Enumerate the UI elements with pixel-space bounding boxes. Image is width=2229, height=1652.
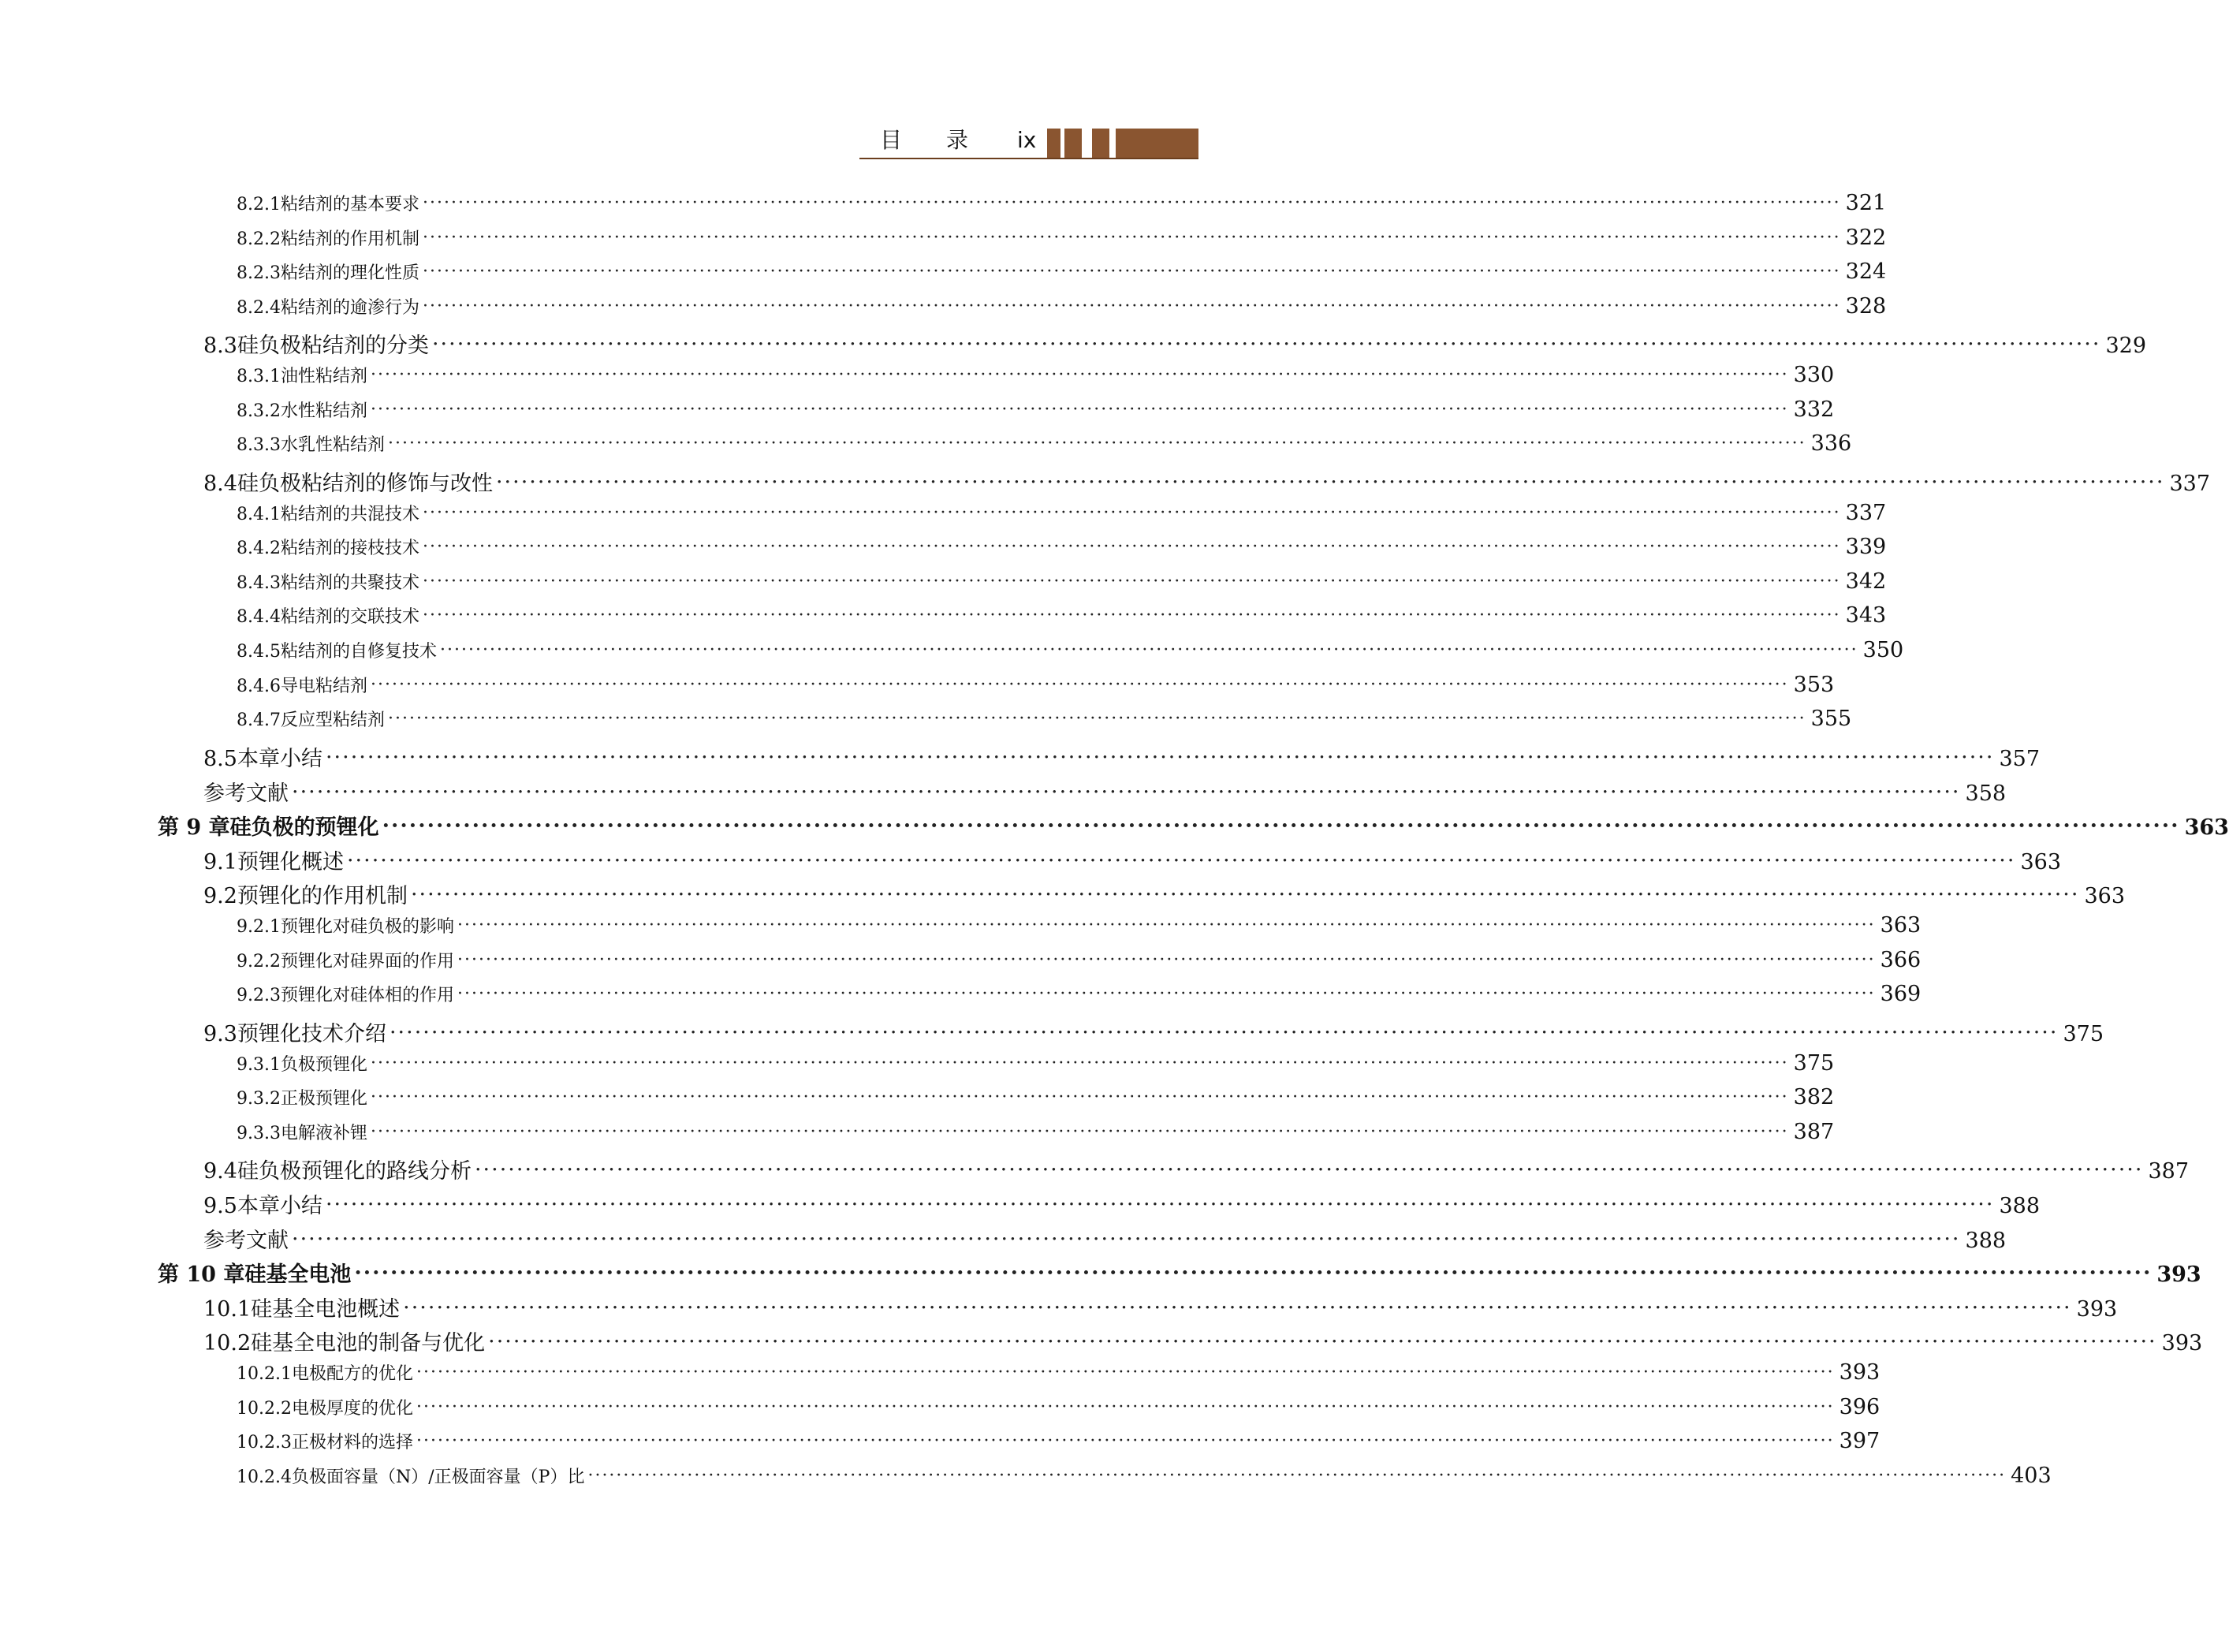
toc-entry[interactable] <box>203 1326 2203 1356</box>
toc-entry-title: 硅负极的预锂化 <box>229 815 379 841</box>
toc-dot-leader: ········································································································································································································ <box>325 744 1995 770</box>
toc-entry-number: 第 9 章 <box>158 815 230 841</box>
toc-entry-number: 8.4.1 <box>237 504 281 524</box>
toc-entry-title: 粘结剂的理化性质 <box>280 263 419 284</box>
toc-page-number: 382 <box>1793 1085 1835 1110</box>
toc-entry-number: 8.4.3 <box>237 572 281 593</box>
toc-entry-number: 9.3.2 <box>237 1089 281 1109</box>
toc-entry[interactable] <box>158 1257 2201 1288</box>
toc-dot-leader: ········································································································································································································ <box>423 502 1841 523</box>
toc-entry[interactable] <box>237 569 1887 594</box>
header-tab-block-3 <box>1092 129 1109 158</box>
toc-page-number: 396 <box>1839 1394 1880 1419</box>
toc-page-number: 337 <box>1845 500 1887 525</box>
toc-dot-leader: ········································································································································································································ <box>423 537 1841 558</box>
toc-entry[interactable] <box>237 1050 1835 1076</box>
toc-page-number: 388 <box>1965 1228 2007 1253</box>
toc-entry-title: 水性粘结剂 <box>280 401 367 421</box>
toc-entry[interactable] <box>237 603 1887 628</box>
toc-entry[interactable] <box>237 225 1887 250</box>
toc-page-number: 357 <box>1999 746 2041 771</box>
toc-entry-number: 第 10 章 <box>158 1262 245 1288</box>
toc-entry-number: 10.2.2 <box>237 1398 292 1419</box>
toc-dot-leader: ········································································································································································································ <box>423 571 1841 591</box>
toc-entry-title: 粘结剂的逾渗行为 <box>280 297 419 318</box>
toc-entry[interactable] <box>237 1085 1835 1110</box>
toc-entry-number: 8.4.5 <box>237 642 281 662</box>
toc-entry[interactable] <box>237 397 1835 422</box>
toc-entry[interactable] <box>237 1360 1880 1385</box>
toc-entry-number: 10.1 <box>203 1296 252 1322</box>
toc-dot-leader: ········································································································································································································ <box>423 606 1841 626</box>
toc-entry-number: 8.4.6 <box>237 676 281 696</box>
toc-page-number: 387 <box>2148 1159 2190 1184</box>
toc-entry-number: 9.2 <box>203 884 237 909</box>
toc-entry-number: 9.2.3 <box>237 986 281 1006</box>
toc-page-number: 332 <box>1793 397 1835 422</box>
toc-entry-title: 硅基全电池的制备与优化 <box>251 1331 486 1356</box>
toc-entry-number: 8.3.1 <box>237 367 281 387</box>
toc-entry-title: 正极预锂化 <box>280 1089 367 1109</box>
toc-entry-number: 9.4 <box>203 1159 237 1184</box>
toc-entry-title: 硅负极预锂化的路线分析 <box>237 1159 472 1184</box>
toc-entry-title: 预锂化技术介绍 <box>237 1021 386 1046</box>
toc-page-number: 363 <box>2184 815 2229 841</box>
toc-entry-title: 粘结剂的自修复技术 <box>280 642 437 662</box>
toc-dot-leader: ········································································································································································································ <box>423 193 1841 213</box>
toc-entry[interactable] <box>203 466 2211 497</box>
header-tab-block-2 <box>1064 129 1082 158</box>
toc-entry-title: 硅负极粘结剂的分类 <box>237 334 429 359</box>
toc-page-number: 363 <box>1880 913 1921 938</box>
toc-entry[interactable] <box>237 191 1887 215</box>
toc-entry-title: 参考文献 <box>203 1228 289 1253</box>
toc-page-number: 387 <box>1793 1119 1835 1144</box>
toc-dot-leader: ········································································································································································································ <box>371 1053 1789 1073</box>
toc-entry-title: 硅基全电池概述 <box>251 1296 401 1322</box>
toc-dot-leader: ········································································································································································································ <box>457 949 1876 970</box>
toc-entry-title: 预锂化概述 <box>237 849 344 874</box>
toc-entry[interactable] <box>237 982 1921 1007</box>
toc-entry-number: 10.2.3 <box>237 1433 292 1453</box>
toc-entry-number: 8.4.2 <box>237 539 281 559</box>
toc-entry-number: 8.3.2 <box>237 401 281 421</box>
toc-dot-leader: ········································································································································································································ <box>416 1397 1835 1417</box>
toc-entry-title: 导电粘结剂 <box>280 676 367 696</box>
toc-dot-leader: ········································································································································································································ <box>423 227 1841 248</box>
toc-page-number: 369 <box>1880 982 1921 1007</box>
toc-dot-leader: ········································································································································································································ <box>423 296 1841 316</box>
toc-entry[interactable] <box>237 672 1835 697</box>
toc-page-number: 330 <box>1793 363 1835 388</box>
toc-entry-number: 9.2.2 <box>237 951 281 971</box>
toc-page-number: 329 <box>2105 334 2147 359</box>
toc-entry-number: 8.4 <box>203 471 237 496</box>
toc-entry[interactable] <box>203 741 2041 772</box>
toc-page-number: 393 <box>1839 1360 1880 1385</box>
toc-entry-title: 本章小结 <box>237 1193 322 1218</box>
toc-dot-leader: ········································································································································································································ <box>325 1191 1995 1217</box>
toc-page-number: 393 <box>2156 1262 2201 1288</box>
toc-entry-title: 参考文献 <box>203 781 289 806</box>
toc-entry-title: 粘结剂的基本要求 <box>280 195 419 214</box>
toc-entry[interactable] <box>203 1016 2104 1047</box>
toc-dot-leader: ········································································································································································································ <box>389 1020 2059 1045</box>
toc-entry-title: 粘结剂的交联技术 <box>280 607 419 628</box>
header-tab-bar <box>1116 129 1198 158</box>
toc-dot-leader: ········································································································································································································ <box>354 1261 2153 1286</box>
toc-entry[interactable] <box>237 259 1887 285</box>
toc-entry[interactable] <box>237 638 1904 663</box>
toc-entry-title: 粘结剂的作用机制 <box>280 229 419 249</box>
toc-dot-leader: ········································································································································································································ <box>495 469 2165 494</box>
toc-entry-title: 硅负极粘结剂的修饰与改性 <box>237 471 493 496</box>
toc-entry[interactable] <box>237 707 1852 732</box>
toc-page-number: 343 <box>1845 603 1887 628</box>
toc-page-number: 358 <box>1965 781 2007 806</box>
toc-dot-leader: ········································································································································································································ <box>457 984 1876 1005</box>
toc-entry-title: 电解液补锂 <box>280 1123 367 1143</box>
toc-entry-title: 正极材料的选择 <box>291 1433 413 1453</box>
toc-entry[interactable] <box>203 1188 2041 1219</box>
toc-entry-title: 预锂化对硅负极的影响 <box>280 917 454 938</box>
header-page-number: ix <box>1017 127 1037 153</box>
toc-dot-leader: ········································································································································································································ <box>382 814 2180 839</box>
toc-entry-title: 水乳性粘结剂 <box>280 435 385 456</box>
toc-dot-leader: ········································································································································································································ <box>292 779 1961 804</box>
toc-entry-number: 9.5 <box>203 1193 237 1218</box>
toc-dot-leader: ········································································································································································································ <box>410 882 2080 908</box>
toc-dot-leader: ········································································································································································································ <box>371 674 1789 695</box>
toc-entry[interactable] <box>203 845 2062 875</box>
toc-entry-number: 8.3.3 <box>237 435 281 456</box>
toc-entry-number: 8.4.4 <box>237 607 281 628</box>
toc-entry[interactable] <box>237 947 1921 972</box>
toc-entry-number: 8.5 <box>203 746 237 771</box>
toc-entry-number: 10.2 <box>203 1331 252 1356</box>
header-tab-block-1 <box>1047 129 1060 158</box>
toc-entry-title: 反应型粘结剂 <box>280 710 385 731</box>
toc-entry[interactable] <box>237 1119 1835 1144</box>
toc-entry-title: 预锂化的作用机制 <box>237 884 408 909</box>
toc-page-number: 363 <box>2084 884 2126 909</box>
toc-entry-title: 粘结剂的接枝技术 <box>280 539 419 559</box>
toc-page-number: 393 <box>2076 1296 2118 1322</box>
toc-entry-number: 8.2.2 <box>237 229 281 249</box>
toc-page-number: 322 <box>1845 225 1887 250</box>
toc-entry[interactable] <box>203 1154 2190 1184</box>
toc-entry-number: 9.1 <box>203 849 237 874</box>
toc-page-number: 353 <box>1793 672 1835 697</box>
toc-entry-title: 硅基全电池 <box>244 1262 352 1288</box>
toc-entry-number: 8.4.7 <box>237 710 281 731</box>
toc-dot-leader: ········································································································································································································ <box>388 709 1806 729</box>
toc-entry-title: 负极预锂化 <box>280 1054 367 1075</box>
toc-entry-title: 负极面容量（N）/正极面容量（P）比 <box>291 1467 585 1487</box>
toc-dot-leader: ········································································································································································································ <box>371 399 1789 420</box>
toc-entry-number: 9.2.1 <box>237 917 281 938</box>
toc-entry-number: 8.2.3 <box>237 263 281 284</box>
toc-entry-title: 电极厚度的优化 <box>291 1398 413 1419</box>
toc-entry-title: 粘结剂的共混技术 <box>280 504 419 524</box>
toc-page-number: 393 <box>2161 1331 2203 1356</box>
toc-dot-leader: ········································································································································································································ <box>371 1087 1789 1108</box>
toc-dot-leader: ········································································································································································································ <box>403 1295 2072 1320</box>
toc-dot-leader: ········································································································································································································ <box>431 332 2101 357</box>
toc-page-number: 337 <box>2169 471 2211 496</box>
toc-page-number: 321 <box>1845 191 1887 215</box>
toc-entry-title: 本章小结 <box>237 746 322 771</box>
toc-entry[interactable] <box>237 535 1887 560</box>
toc-dot-leader: ········································································································································································································ <box>371 1121 1789 1142</box>
toc-entry[interactable] <box>203 1223 2007 1254</box>
toc-entry[interactable] <box>237 293 1887 319</box>
toc-dot-leader: ········································································································································································································ <box>416 1431 1835 1452</box>
toc-entry[interactable] <box>203 1292 2118 1322</box>
header-rule <box>859 158 1198 159</box>
toc-dot-leader: ········································································································································································································ <box>292 1226 1961 1251</box>
toc-entry-number: 10.2.4 <box>237 1467 292 1487</box>
toc-entry-title: 预锂化对硅体相的作用 <box>280 986 454 1006</box>
toc-dot-leader: ········································································································································································································ <box>416 1363 1835 1383</box>
toc-entry-title: 电极配方的优化 <box>291 1364 413 1385</box>
toc-entry[interactable] <box>237 363 1835 388</box>
toc-page-number: 328 <box>1845 293 1887 319</box>
toc-entry-number: 10.2.1 <box>237 1364 292 1385</box>
toc-entry[interactable] <box>237 1429 1880 1454</box>
toc-entry[interactable] <box>237 913 1921 938</box>
toc-entry-number: 9.3.3 <box>237 1123 281 1143</box>
toc-page-number: 342 <box>1845 569 1887 594</box>
header-label-lu: 录 <box>946 127 969 153</box>
toc-page-number: 339 <box>1845 535 1887 560</box>
toc-dot-leader: ········································································································································································································ <box>474 1158 2144 1183</box>
toc-page-number: 397 <box>1839 1429 1880 1454</box>
toc-entry-number: 8.3 <box>203 334 237 359</box>
toc-page-number: 388 <box>1999 1193 2041 1218</box>
toc-entry-number: 8.2.4 <box>237 297 281 318</box>
toc-entry-number: 9.3 <box>203 1021 237 1046</box>
toc-page-number: 375 <box>2063 1021 2104 1046</box>
toc-page-number: 324 <box>1845 259 1887 285</box>
toc-page-number: 355 <box>1810 707 1852 732</box>
toc-page-number: 350 <box>1862 638 1904 663</box>
toc-dot-leader: ········································································································································································································ <box>346 848 2016 873</box>
toc-page-number: 363 <box>2020 849 2062 874</box>
toc-page-number: 375 <box>1793 1050 1835 1076</box>
toc-entry[interactable] <box>158 810 2229 841</box>
toc-entry[interactable] <box>203 328 2147 359</box>
toc-dot-leader: ········································································································································································································ <box>440 640 1858 661</box>
toc-dot-leader: ········································································································································································································ <box>457 915 1876 936</box>
toc-entry[interactable] <box>237 500 1887 525</box>
toc-page-number: 403 <box>2011 1463 2052 1488</box>
toc-entry[interactable] <box>237 1463 2052 1488</box>
toc-page-number: 336 <box>1810 431 1852 457</box>
toc-entry[interactable] <box>203 878 2126 909</box>
toc-dot-leader: ········································································································································································································ <box>423 262 1841 282</box>
toc-entry-title: 预锂化对硅界面的作用 <box>280 951 454 971</box>
toc-dot-leader: ········································································································································································································ <box>587 1465 2007 1486</box>
toc-entry-title: 粘结剂的共聚技术 <box>280 572 419 593</box>
header-label-mu: 目 <box>880 127 903 153</box>
toc-entry[interactable] <box>237 1394 1880 1419</box>
toc-entry-number: 9.3.1 <box>237 1054 281 1075</box>
toc-dot-leader: ········································································································································································································ <box>371 365 1789 386</box>
toc-entry-number: 8.2.1 <box>237 195 281 214</box>
toc-entry[interactable] <box>203 776 2007 807</box>
toc-page-number: 366 <box>1880 947 1921 972</box>
toc-dot-leader: ········································································································································································································ <box>488 1329 2157 1355</box>
toc-dot-leader: ········································································································································································································ <box>388 434 1806 454</box>
toc-entry-title: 油性粘结剂 <box>280 367 367 387</box>
toc-entry[interactable] <box>237 431 1852 457</box>
